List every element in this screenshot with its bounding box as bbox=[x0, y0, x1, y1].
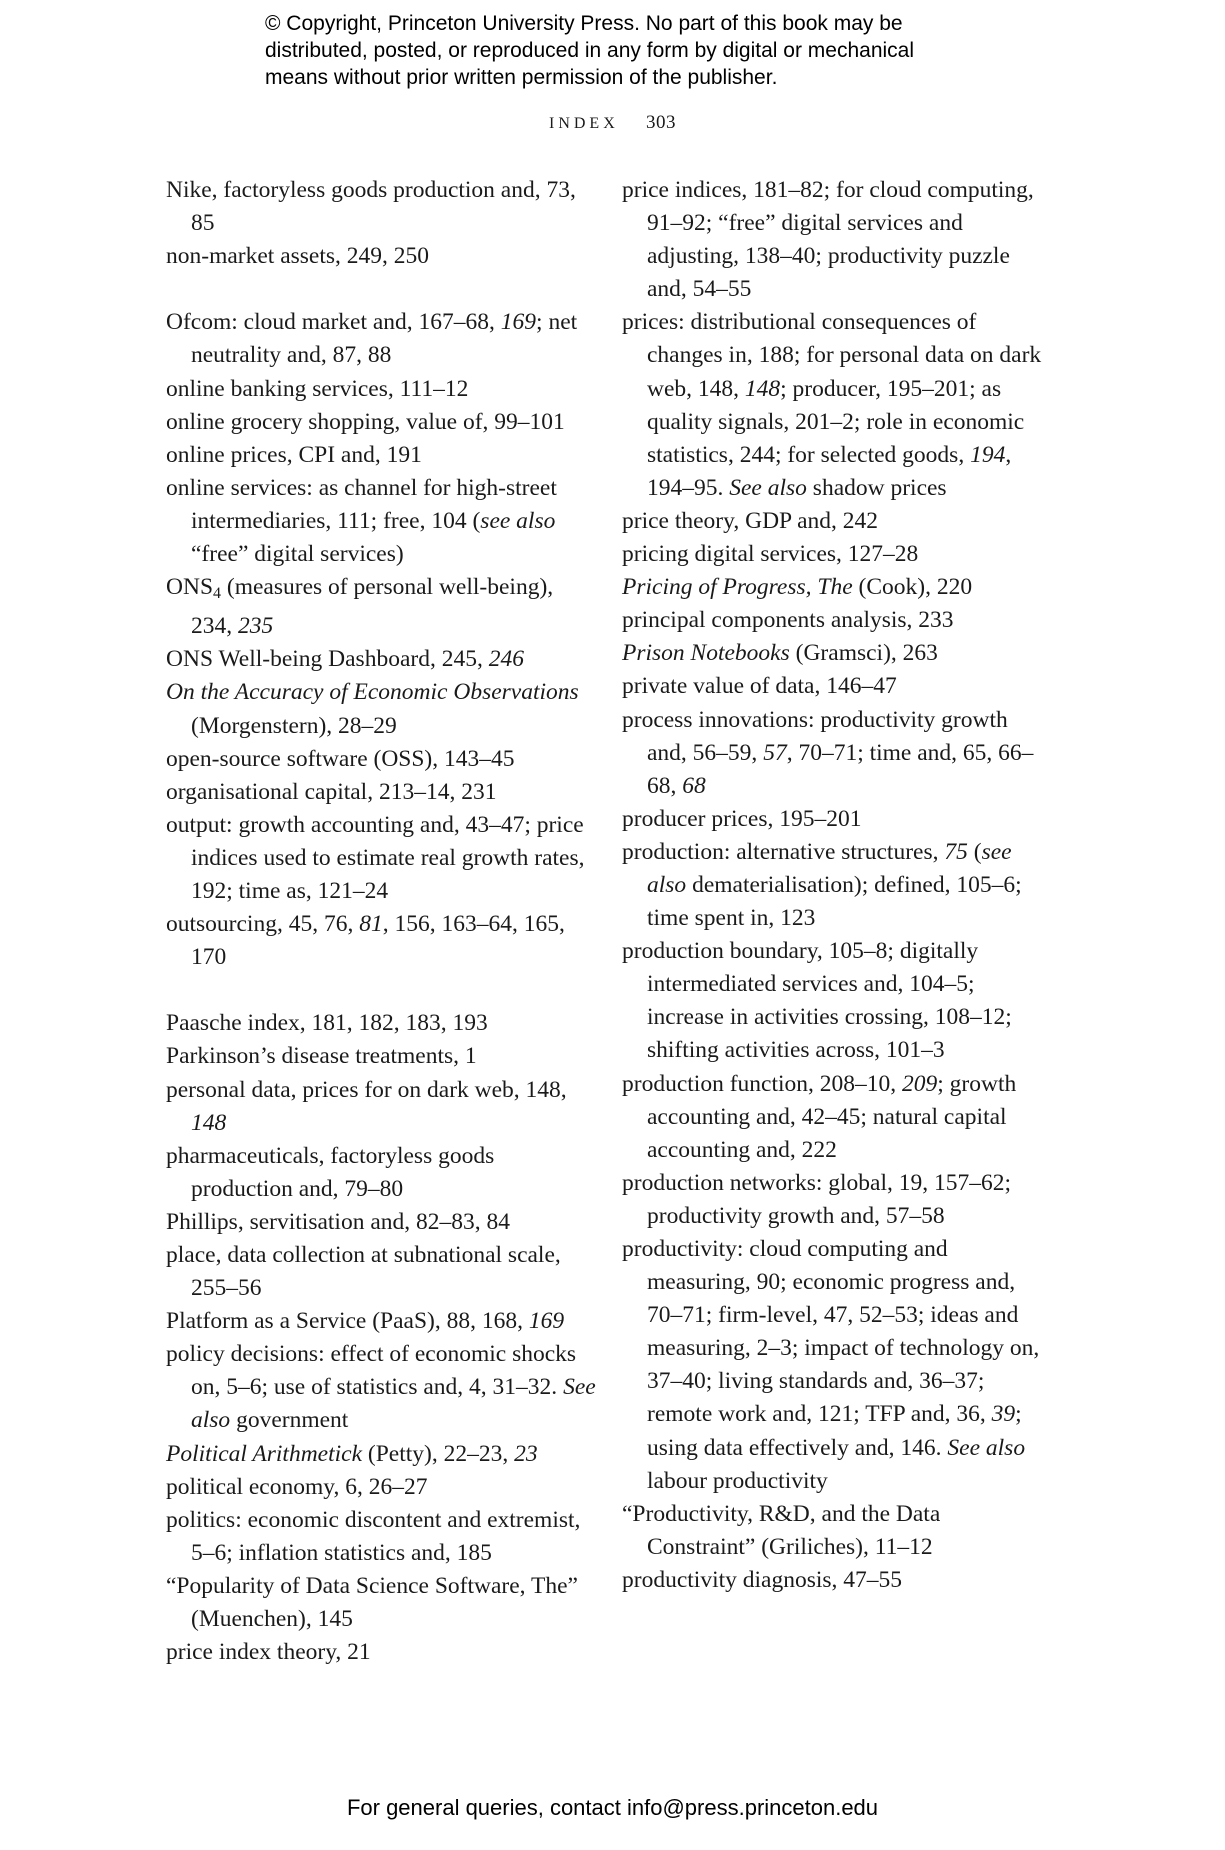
index-entry-text: policy decisions: effect of economic shocks on, 5–6; use of statistics and, 4, 31–32. bbox=[166, 1341, 577, 1401]
index-entry bbox=[166, 1636, 596, 1669]
index-entry bbox=[622, 670, 1042, 703]
index-entry bbox=[622, 1233, 1042, 1498]
index-entry-text: political economy, 6, 26–27 bbox=[166, 1473, 428, 1500]
index-entry-text: Paasche index, 181, 182, 183, 193 bbox=[166, 1010, 488, 1037]
index-entry-text: , 156, 163–64, 165, 170 bbox=[191, 911, 565, 971]
index-entry-text: principal components analysis, 233 bbox=[622, 607, 954, 634]
index-entry-text: place, data collection at subnational scale, 255–56 bbox=[166, 1242, 561, 1302]
index-entry-italic-text: 23 bbox=[514, 1440, 538, 1467]
index-entry-text: ( bbox=[967, 838, 982, 865]
index-entry-text: ; using data effectively and, 146. bbox=[647, 1401, 1022, 1461]
index-entry-text: private value of data, 146–47 bbox=[622, 673, 897, 700]
index-entry bbox=[622, 836, 1042, 935]
index-entry-text: Phillips, servitisation and, 82–83, 84 bbox=[166, 1208, 511, 1235]
index-entry bbox=[622, 803, 1042, 836]
index-entry-text: (Morgenstern), 28–29 bbox=[191, 712, 397, 739]
index-entry-text: (Petty), 22–23, bbox=[362, 1440, 515, 1467]
index-entry-text: process innovations: productivity growth and, 56–59, bbox=[622, 706, 1008, 766]
index-entry bbox=[622, 604, 1042, 637]
index-entry bbox=[622, 935, 1042, 1067]
index-entry-text: price indices, 181–82; for cloud computing, 91–92; “free” digital services and adjusting, 138–40; productivity puzzle and, 54–55 bbox=[622, 177, 1034, 303]
index-entry-text: producer prices, 195–201 bbox=[622, 805, 862, 832]
index-entry-italic-text: 39 bbox=[991, 1401, 1016, 1428]
index-entry-italic-text: 57 bbox=[763, 739, 787, 766]
index-entry-italic-text: 75 bbox=[944, 838, 968, 865]
index-entry-italic-text: 246 bbox=[488, 646, 524, 673]
index-entry-text: labour productivity bbox=[647, 1467, 828, 1494]
index-entry bbox=[622, 1167, 1042, 1233]
index-entry-italic-text: 169 bbox=[528, 1308, 565, 1335]
index-entry bbox=[166, 1206, 596, 1239]
index-entry-italic-text: 194 bbox=[970, 441, 1006, 468]
index-entry-text: “free” digital services) bbox=[191, 541, 404, 568]
index-entry bbox=[622, 1068, 1042, 1167]
index-entry-text: online grocery shopping, value of, 99–101 bbox=[166, 408, 565, 435]
index-entry-text: “Productivity, R&D, and the Data Constraint” (Griliches), 11–12 bbox=[622, 1500, 941, 1560]
index-entry-italic-text: On the Accuracy of Economic Observations bbox=[166, 679, 579, 706]
index-entry-text: production boundary, 105–8; digitally intermediated services and, 104–5; increase in activities crossing, 108–12; shifting activities across, 101–3 bbox=[622, 938, 1012, 1064]
index-entry bbox=[166, 306, 596, 372]
index-entry bbox=[622, 505, 1042, 538]
index-entry-italic-text: See also bbox=[191, 1374, 596, 1434]
index-entry bbox=[166, 809, 596, 908]
index-entry bbox=[166, 472, 596, 571]
index-entry-text: non-market assets, 249, 250 bbox=[166, 243, 430, 270]
index-entry-text: (Cook), 220 bbox=[852, 574, 973, 601]
index-entry-italic-text: See also bbox=[947, 1434, 1026, 1461]
index-entry-italic-text: 148 bbox=[744, 375, 781, 402]
index-entry bbox=[166, 676, 596, 742]
index-entry bbox=[622, 1498, 1042, 1564]
index-entry-italic-text: 235 bbox=[238, 613, 274, 640]
running-head bbox=[0, 112, 1225, 134]
index-entry bbox=[622, 306, 1042, 505]
index-entry-text: Platform as a Service (PaaS), 88, 168, bbox=[166, 1308, 529, 1335]
index-entry-text: ONS Well-being Dashboard, 245, bbox=[166, 646, 489, 673]
copyright-line: © Copyright, Princeton University Press. No part of this book may be bbox=[265, 12, 903, 35]
index-entry bbox=[166, 1007, 596, 1040]
index-entry-text: ; net neutrality and, 87, 88 bbox=[191, 309, 578, 369]
index-entry-text: price index theory, 21 bbox=[166, 1639, 371, 1666]
index-entry-text: , 70–71; time and, 65, 66–68, bbox=[647, 739, 1034, 799]
index-entry-text: shadow prices bbox=[806, 474, 947, 501]
index-entry-italic-text: Prison Notebooks bbox=[622, 640, 790, 667]
index-entry-text: government bbox=[230, 1407, 349, 1434]
index-entry-text: productivity diagnosis, 47–55 bbox=[622, 1566, 903, 1593]
index-entry bbox=[166, 1074, 596, 1140]
index-entry-text: production function, 208–10, bbox=[622, 1070, 903, 1097]
copyright-line: means without prior written permission of the publisher. bbox=[265, 66, 778, 89]
index-entry bbox=[166, 1239, 596, 1305]
index-entry-text: 4 bbox=[213, 585, 222, 603]
copyright-line: distributed, posted, or reproduced in any form by digital or mechanical bbox=[265, 39, 915, 62]
index-entry bbox=[166, 1471, 596, 1504]
index-entry bbox=[166, 1504, 596, 1570]
index-entry-italic-text: see also bbox=[647, 838, 1012, 898]
index-entry-text: pharmaceuticals, factoryless goods production and, 79–80 bbox=[166, 1142, 495, 1202]
index-entry bbox=[166, 776, 596, 809]
index-entry-text: ; producer, 195–201; as quality signals, 201–2; role in economic statistics, 244; for selected goods, bbox=[647, 375, 1025, 468]
index-entry bbox=[622, 174, 1042, 306]
index-entry-text: dematerialisation); defined, 105–6; time spent in, 123 bbox=[647, 871, 1022, 932]
index-entry bbox=[622, 704, 1042, 803]
index-entry bbox=[166, 1570, 596, 1636]
index-entry bbox=[166, 439, 596, 472]
index-entry bbox=[622, 1564, 1042, 1597]
index-entry-text: productivity: cloud computing and measuring, 90; economic progress and, 70–71; firm-level, 47, 52–53; ideas and measuring, 2–3; impact of technology on, 37–40; living standards and, 36–37; remote work and, 121; TFP and, 36, bbox=[622, 1236, 1040, 1428]
index-entry-italic-text: Political Arithmetick bbox=[166, 1440, 363, 1467]
index-entry-text: online prices, CPI and, 191 bbox=[166, 441, 422, 468]
index-entry-text: Nike, factoryless goods production and, 73, 85 bbox=[166, 177, 576, 237]
index-entry-italic-text: 68 bbox=[682, 772, 706, 799]
index-entry bbox=[166, 1305, 596, 1338]
index-entry-text: open-source software (OSS), 143–45 bbox=[166, 745, 515, 772]
index-column-left bbox=[166, 174, 596, 1669]
index-entry bbox=[166, 373, 596, 406]
index-entry bbox=[166, 240, 596, 273]
index-entry-italic-text: 169 bbox=[500, 309, 537, 336]
index-entry bbox=[166, 1040, 596, 1073]
index-entry-text: price theory, GDP and, 242 bbox=[622, 507, 879, 534]
index-entry-text: outsourcing, 45, 76, bbox=[166, 911, 360, 938]
index-entry bbox=[166, 1438, 596, 1471]
index-entry bbox=[166, 571, 596, 643]
index-entry bbox=[166, 743, 596, 776]
index-entry-text: (Gramsci), 263 bbox=[789, 640, 938, 667]
index-entry-text: Ofcom: cloud market and, 167–68, bbox=[166, 309, 501, 336]
index-column-right bbox=[622, 174, 1042, 1597]
index-entry bbox=[166, 1140, 596, 1206]
index-entry-italic-text: 148 bbox=[191, 1109, 227, 1136]
index-entry-text: pricing digital services, 127–28 bbox=[622, 541, 919, 568]
index-entry-text: “Popularity of Data Science Software, The” (Muenchen), 145 bbox=[166, 1572, 578, 1633]
copyright-notice bbox=[265, 10, 1025, 91]
index-entry-italic-text: 209 bbox=[902, 1070, 938, 1097]
index-entry-text: online services: as channel for high-street intermediaries, 111; free, 104 ( bbox=[166, 474, 557, 534]
index-entry-italic-text: 81 bbox=[359, 911, 383, 938]
index-entry-text: prices: distributional consequences of changes in, 188; for personal data on dark web, 148, bbox=[622, 309, 1042, 402]
index-entry bbox=[166, 406, 596, 439]
running-head-label: INDEX bbox=[548, 115, 619, 132]
index-entry-text: personal data, prices for on dark web, 148, bbox=[166, 1076, 567, 1103]
index-entry-text: (measures of personal well-being), 234, bbox=[191, 574, 554, 640]
index-entry bbox=[166, 1338, 596, 1437]
index-entry bbox=[166, 908, 596, 974]
index-entry-text: production networks: global, 19, 157–62; productivity growth and, 57–58 bbox=[622, 1169, 1012, 1229]
index-entry bbox=[622, 538, 1042, 571]
index-entry-text: politics: economic discontent and extremist, 5–6; inflation statistics and, 185 bbox=[166, 1506, 581, 1566]
index-entry bbox=[622, 571, 1042, 604]
index-entry-text: online banking services, 111–12 bbox=[166, 375, 469, 402]
index-entry bbox=[166, 174, 596, 240]
index-entry-text: Parkinson’s disease treatments, 1 bbox=[166, 1043, 477, 1070]
index-entry-text: output: growth accounting and, 43–47; price indices used to estimate real growth rates, 192; time as, 121–24 bbox=[166, 811, 585, 904]
index-entry bbox=[166, 643, 596, 676]
index-entry-italic-text: see also bbox=[480, 507, 556, 534]
index-entry-text: , 194–95. bbox=[647, 441, 1012, 501]
footer-contact: For general queries, contact info@press.princeton.edu bbox=[346, 1795, 879, 1820]
page-number: 303 bbox=[646, 112, 676, 133]
index-entry-text: organisational capital, 213–14, 231 bbox=[166, 778, 497, 805]
index-entry bbox=[622, 637, 1042, 670]
index-entry-text: production: alternative structures, bbox=[622, 838, 945, 865]
index-entry-italic-text: Pricing of Progress, The bbox=[622, 574, 853, 601]
index-entry-italic-text: See also bbox=[729, 474, 807, 501]
index-entry-text: ONS bbox=[166, 574, 214, 601]
index-entry-text: ; growth accounting and, 42–45; natural capital accounting and, 222 bbox=[647, 1070, 1017, 1163]
